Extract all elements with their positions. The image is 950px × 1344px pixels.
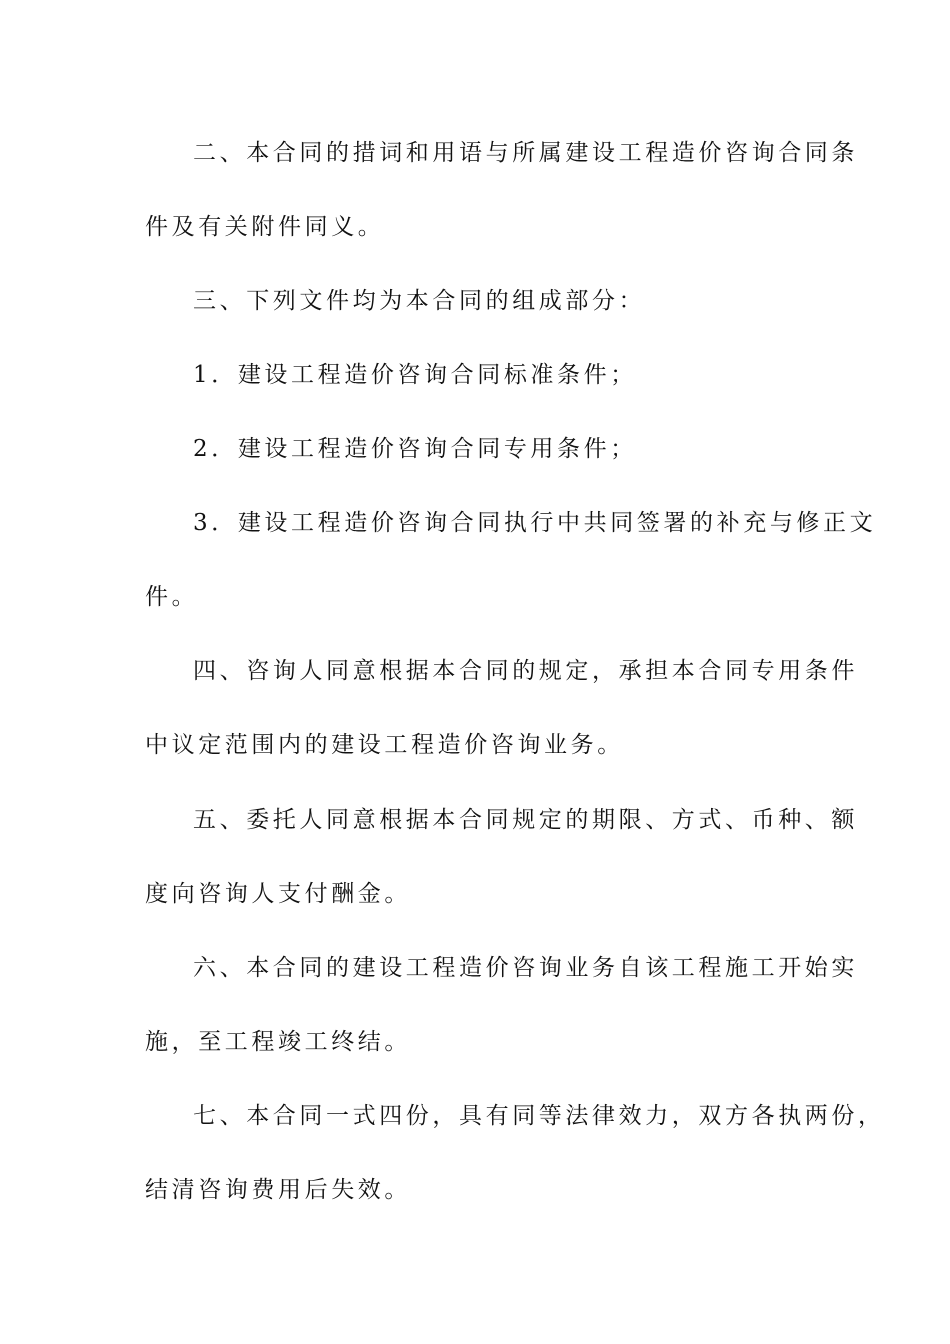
- text-line-item-3: 3．建设工程造价咨询合同执行中共同签署的补充与修正文: [193, 510, 877, 536]
- text-line-item-2: 2．建设工程造价咨询合同专用条件；: [193, 436, 637, 462]
- text-line-item-1: 1．建设工程造价咨询合同标准条件；: [193, 362, 637, 388]
- text-line-clause-5: 五、委托人同意根据本合同规定的期限、方式、币种、额: [193, 807, 858, 833]
- text-line-clause-4: 四、咨询人同意根据本合同的规定，承担本合同专用条件: [193, 658, 858, 684]
- text-line-clause-2-cont: 件及有关附件同义。: [145, 214, 385, 240]
- text-line-clause-6-cont: 施，至工程竣工终结。: [145, 1029, 411, 1055]
- text-line-clause-3: 三、下列文件均为本合同的组成部分：: [193, 288, 646, 314]
- text-line-clause-7: 七、本合同一式四份，具有同等法律效力，双方各执两份，: [193, 1103, 885, 1129]
- text-line-clause-4-cont: 中议定范围内的建设工程造价咨询业务。: [145, 732, 624, 758]
- text-line-clause-2: 二、本合同的措词和用语与所属建设工程造价咨询合同条: [193, 140, 858, 166]
- text-line-clause-5-cont: 度向咨询人支付酬金。: [145, 881, 411, 907]
- text-line-clause-7-cont: 结清咨询费用后失效。: [145, 1177, 411, 1203]
- text-line-clause-6: 六、本合同的建设工程造价咨询业务自该工程施工开始实: [193, 955, 858, 981]
- text-line-item-3-cont: 件。: [145, 584, 199, 610]
